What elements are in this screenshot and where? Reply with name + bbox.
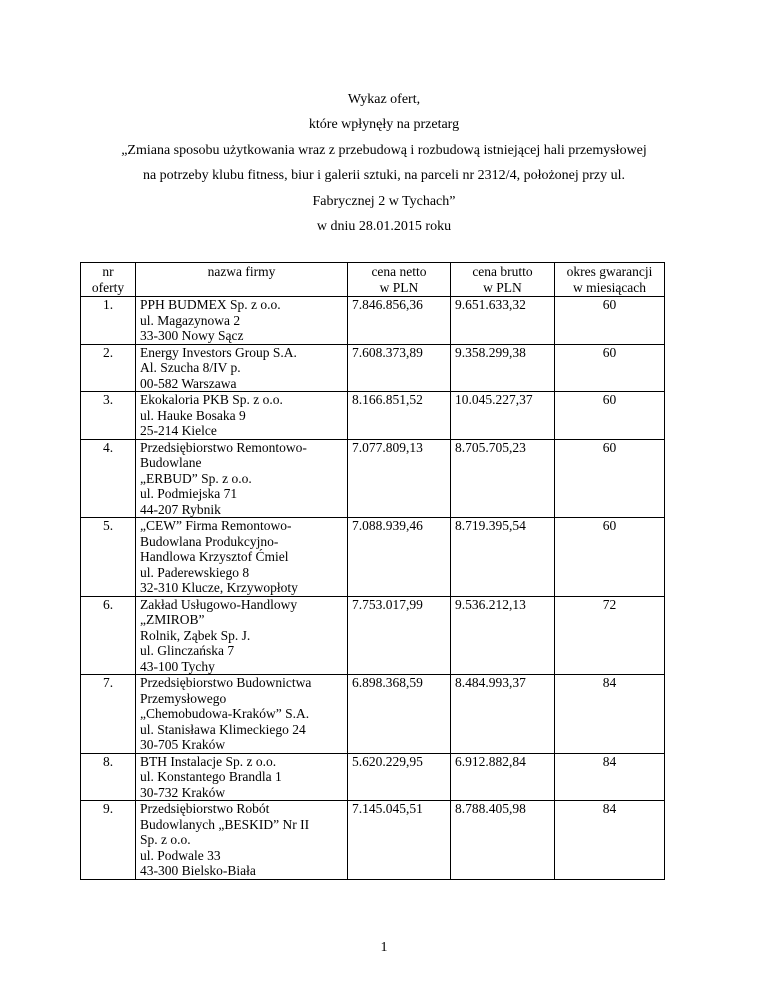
firm-line: 43-300 Bielsko-Biała <box>140 863 256 878</box>
firm-line: Budowlane <box>140 455 202 470</box>
gross-price: 9.651.633,32 <box>451 297 555 345</box>
offer-number: 9. <box>81 801 136 880</box>
net-price: 5.620.229,95 <box>348 753 451 801</box>
gross-price: 9.358.299,38 <box>451 344 555 392</box>
firm-line: Ekokaloria PKB Sp. z o.o. <box>140 392 283 407</box>
firm-line: ul. Stanisława Klimeckiego 24 <box>140 721 306 737</box>
firm-line: ul. Podmiejska 71 <box>140 486 238 501</box>
firm-line: 33-300 Nowy Sącz <box>140 328 244 343</box>
gross-price: 8.719.395,54 <box>451 518 555 597</box>
title-line-6: w dniu 28.01.2015 roku <box>316 219 452 235</box>
firm-line: ul. Podwale 33 <box>140 847 221 863</box>
header-gross <box>451 263 555 297</box>
firm-line: „Chemobudowa-Kraków” S.A. <box>140 706 310 721</box>
offer-number: 8. <box>81 753 136 801</box>
firm-line: „ERBUD” Sp. z o.o. <box>140 470 252 486</box>
table-header-row <box>81 263 665 297</box>
firm-name <box>136 344 348 392</box>
gross-price: 8.705.705,23 <box>451 439 555 518</box>
net-price: 7.608.373,89 <box>348 344 451 392</box>
table-row <box>81 297 665 345</box>
warranty-months: 72 <box>555 596 665 675</box>
firm-line: ul. Hauke Bosaka 9 <box>140 407 246 423</box>
gross-price: 8.788.405,98 <box>451 801 555 880</box>
firm-line: Zakład Usługowo-Handlowy <box>140 596 298 612</box>
warranty-months: 60 <box>555 518 665 597</box>
firm-line: ul. Konstantego Brandla 1 <box>140 769 282 784</box>
firm-line: 00-582 Warszawa <box>140 375 237 391</box>
title-line-1: Wykaz ofert, <box>347 92 421 107</box>
table-row <box>81 392 665 440</box>
header-gross-line-1: cena brutto <box>472 264 533 279</box>
net-price: 8.166.851,52 <box>348 392 451 440</box>
firm-name <box>136 675 348 754</box>
header-net-line-1: cena netto <box>371 264 427 279</box>
table-row <box>81 344 665 392</box>
firm-line: Budowlanych „BESKID” Nr II <box>140 816 310 832</box>
gross-price: 10.045.227,37 <box>451 392 555 440</box>
warranty-months: 60 <box>555 297 665 345</box>
document-title <box>60 87 708 239</box>
warranty-months: 84 <box>555 753 665 801</box>
title-line-2: które wpłynęły na przetarg <box>308 117 460 133</box>
offer-number: 1. <box>81 297 136 345</box>
header-firm <box>136 263 348 297</box>
page-number: 1 <box>380 940 388 955</box>
firm-line: 30-705 Kraków <box>140 737 226 752</box>
gross-price: 6.912.882,84 <box>451 753 555 801</box>
header-nr <box>81 263 136 297</box>
net-price: 7.077.809,13 <box>348 439 451 518</box>
warranty-months: 60 <box>555 344 665 392</box>
header-warranty-line-2: w miesiącach <box>572 279 647 295</box>
firm-line: BTH Instalacje Sp. z o.o. <box>140 753 277 769</box>
net-price: 6.898.368,59 <box>348 675 451 754</box>
firm-name <box>136 801 348 880</box>
offer-number: 6. <box>81 596 136 675</box>
net-price: 7.846.856,36 <box>348 297 451 345</box>
header-nr-line-2: oferty <box>91 279 125 295</box>
header-gross-line-2: w PLN <box>483 279 522 295</box>
firm-line: 44-207 Rybnik <box>140 501 221 517</box>
firm-line: 25-214 Kielce <box>140 423 217 438</box>
table-row <box>81 801 665 880</box>
firm-line: Przedsiębiorstwo Remontowo- <box>140 439 307 455</box>
warranty-months: 60 <box>555 439 665 518</box>
firm-name <box>136 439 348 518</box>
firm-name <box>136 753 348 801</box>
table-row <box>81 675 665 754</box>
offer-number: 2. <box>81 344 136 392</box>
firm-line: 32-310 Klucze, Krzywopłoty <box>140 580 298 595</box>
offer-number: 4. <box>81 439 136 518</box>
net-price: 7.145.045,51 <box>348 801 451 880</box>
net-price: 7.753.017,99 <box>348 596 451 675</box>
firm-line: Sp. z o.o. <box>140 832 191 847</box>
firm-line: Przedsiębiorstwo Budownictwa <box>140 675 312 690</box>
offer-number: 5. <box>81 518 136 597</box>
title-line-4: na potrzeby klubu fitness, biur i galerii sztuki, na parceli nr 2312/4, położonej przy ul. <box>142 168 626 184</box>
header-net <box>348 263 451 297</box>
header-warranty-line-1: okres gwarancji <box>566 264 653 279</box>
firm-line: ul. Glinczańska 7 <box>140 643 235 658</box>
offers-table-body <box>81 297 665 880</box>
firm-line: Rolnik, Ząbek Sp. J. <box>140 627 251 643</box>
firm-line: Budowlana Produkcyjno- <box>140 533 279 549</box>
firm-name <box>136 297 348 345</box>
firm-name <box>136 392 348 440</box>
net-price: 7.088.939,46 <box>348 518 451 597</box>
firm-line: 30-732 Kraków <box>140 784 226 800</box>
offer-number: 7. <box>81 675 136 754</box>
firm-line: PPH BUDMEX Sp. z o.o. <box>140 297 281 312</box>
header-nr-line-1: nr <box>102 264 114 279</box>
firm-line: Przedsiębiorstwo Robót <box>140 801 270 816</box>
gross-price: 9.536.212,13 <box>451 596 555 675</box>
title-line-3: „Zmiana sposobu użytkowania wraz z przebudową i rozbudową istniejącej hali przemysłowej <box>121 142 647 158</box>
firm-line: Energy Investors Group S.A. <box>140 344 297 360</box>
firm-name <box>136 596 348 675</box>
gross-price: 8.484.993,37 <box>451 675 555 754</box>
firm-line: „ZMIROB” <box>140 612 205 627</box>
warranty-months: 84 <box>555 801 665 880</box>
firm-line: Przemysłowego <box>140 690 227 706</box>
offer-number: 3. <box>81 392 136 440</box>
firm-line: Al. Szucha 8/IV p. <box>140 360 241 375</box>
firm-name <box>136 518 348 597</box>
firm-line: „CEW” Firma Remontowo- <box>140 518 292 533</box>
table-row <box>81 596 665 675</box>
firm-line: ul. Magazynowa 2 <box>140 312 241 328</box>
firm-line: Handlowa Krzysztof Ćmiel <box>140 549 289 564</box>
header-firm-line-1: nazwa firmy <box>207 264 276 279</box>
table-row <box>81 439 665 518</box>
header-warranty <box>555 263 665 297</box>
table-row <box>81 753 665 801</box>
offers-table <box>80 262 665 880</box>
warranty-months: 84 <box>555 675 665 754</box>
table-row <box>81 518 665 597</box>
firm-line: 43-100 Tychy <box>140 658 215 674</box>
header-net-line-2: w PLN <box>379 279 419 295</box>
warranty-months: 60 <box>555 392 665 440</box>
firm-line: ul. Paderewskiego 8 <box>140 564 250 580</box>
title-line-5: Fabrycznej 2 w Tychach” <box>312 193 456 209</box>
